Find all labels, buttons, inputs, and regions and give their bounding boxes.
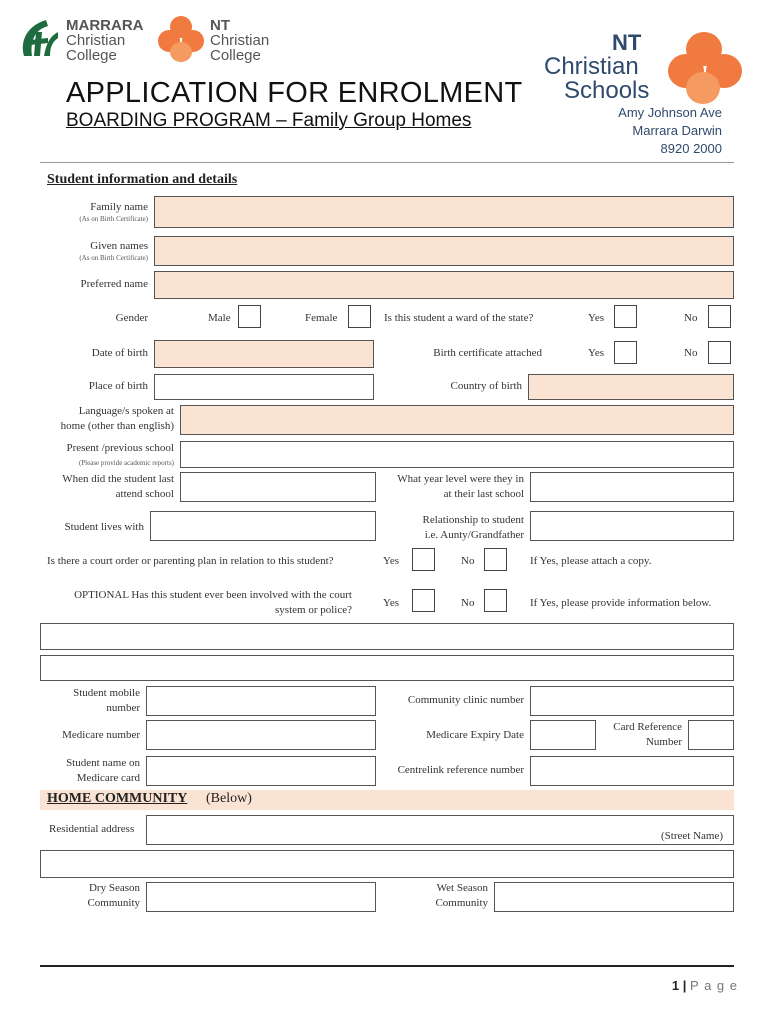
centrelink-label: Centrelink reference number	[397, 764, 524, 776]
dry-season-label-line1: Dry Season	[88, 882, 140, 894]
marrara-line1: MARRARA	[66, 17, 144, 34]
ntcs-line3: Schools	[564, 77, 650, 104]
language-label-line1: Language/s spoken at	[78, 405, 174, 417]
section-heading-home: HOME COMMUNITY	[47, 791, 188, 806]
marrara-line3: College	[66, 47, 117, 64]
medicare-name-label-line1: Student name on	[66, 757, 140, 769]
medicare-name-label-line2: Medicare card	[76, 772, 140, 784]
optional-no-label: No	[461, 597, 475, 609]
birth-cert-no-checkbox[interactable]	[708, 341, 731, 364]
ward-yes-label: Yes	[588, 312, 605, 324]
dry-season-input[interactable]	[146, 882, 376, 912]
language-input[interactable]	[180, 405, 734, 435]
ntcs-line1: NT	[612, 30, 642, 55]
male-checkbox[interactable]	[238, 305, 261, 328]
court-yes-label: Yes	[383, 555, 400, 567]
court-no-label: No	[461, 555, 475, 567]
year-level-label-line1: What year level were they in	[397, 473, 524, 485]
ntcc-line3: College	[210, 47, 261, 64]
optional-no-checkbox[interactable]	[484, 589, 507, 612]
nt-christian-college-logo	[158, 16, 288, 68]
relationship-label-line2: i.e. Aunty/Grandfather	[424, 529, 524, 541]
header-divider	[40, 162, 734, 163]
optional-yes-label: Yes	[383, 597, 400, 609]
given-names-note: (As on Birth Certificate)	[79, 254, 148, 262]
clinic-label: Community clinic number	[407, 694, 524, 706]
given-names-label: Given names	[90, 240, 148, 252]
optional-info-input-1[interactable]	[40, 623, 734, 650]
last-attend-input[interactable]	[180, 472, 376, 502]
page-subtitle: BOARDING PROGRAM – Family Group Homes	[66, 110, 472, 131]
flower-icon	[668, 32, 742, 104]
place-of-birth-input[interactable]	[154, 374, 374, 400]
optional-yes-checkbox[interactable]	[412, 589, 435, 612]
optional-info-note: If Yes, please provide information below.	[530, 597, 712, 609]
mobile-label-line1: Student mobile	[73, 687, 140, 699]
section-heading-home-suffix: (Below)	[206, 791, 252, 806]
year-level-input[interactable]	[530, 472, 734, 502]
street-name-note: (Street Name)	[661, 830, 723, 842]
school-address	[560, 104, 722, 158]
female-checkbox[interactable]	[348, 305, 371, 328]
wet-season-label-line2: Community	[435, 897, 488, 909]
centrelink-input[interactable]	[530, 756, 734, 786]
lives-with-label: Student lives with	[64, 521, 144, 533]
ntcc-line1: NT	[210, 17, 230, 34]
dob-input[interactable]	[154, 340, 374, 368]
last-attend-label-line2: attend school	[115, 488, 174, 500]
court-attach-note: If Yes, please attach a copy.	[530, 555, 652, 567]
male-label: Male	[208, 312, 231, 324]
page-title: APPLICATION FOR ENROLMENT	[66, 77, 523, 109]
country-of-birth-input[interactable]	[528, 374, 734, 400]
home-community-bar	[40, 790, 734, 810]
marrara-logo	[18, 16, 158, 66]
birth-cert-yes-checkbox[interactable]	[614, 341, 637, 364]
ward-no-checkbox[interactable]	[708, 305, 731, 328]
relationship-input[interactable]	[530, 511, 734, 541]
family-name-note: (As on Birth Certificate)	[79, 215, 148, 223]
medicare-expiry-input[interactable]	[530, 720, 596, 750]
court-yes-checkbox[interactable]	[412, 548, 435, 571]
medicare-expiry-label: Medicare Expiry Date	[426, 729, 524, 741]
residential-address-label: Residential address	[49, 823, 135, 835]
gender-label: Gender	[115, 312, 148, 324]
court-order-label: Is there a court order or parenting plan in relation to this student?	[47, 555, 334, 567]
birth-cert-yes-label: Yes	[588, 347, 605, 359]
residential-address-input-1[interactable]	[146, 815, 734, 845]
nt-christian-schools-logo	[540, 30, 750, 106]
language-label-line2: home (other than english)	[60, 420, 174, 432]
card-ref-label-line2: Number	[645, 736, 682, 748]
given-names-input[interactable]	[154, 236, 734, 266]
wet-season-label-line1: Wet Season	[436, 882, 488, 894]
mobile-input[interactable]	[146, 686, 376, 716]
dry-season-label-line2: Community	[87, 897, 140, 909]
marrara-line2: Christian	[66, 32, 126, 49]
family-name-label: Family name	[90, 201, 148, 213]
wet-season-input[interactable]	[494, 882, 734, 912]
medicare-name-input[interactable]	[146, 756, 376, 786]
country-of-birth-label: Country of birth	[450, 380, 522, 392]
clinic-input[interactable]	[530, 686, 734, 716]
card-ref-input[interactable]	[688, 720, 734, 750]
optional-info-input-2[interactable]	[40, 655, 734, 681]
marrara-emblem-icon	[18, 16, 60, 64]
last-attend-label-line1: When did the student last	[62, 473, 174, 485]
lives-with-input[interactable]	[150, 511, 376, 541]
school-label: Present /previous school	[66, 442, 174, 454]
address-line2: Marrara Darwin	[632, 123, 722, 138]
preferred-name-input[interactable]	[154, 271, 734, 299]
ntcs-line2: Christian	[544, 53, 639, 80]
preferred-name-label: Preferred name	[80, 278, 148, 290]
ntcc-line2: Christian	[210, 32, 270, 49]
school-note: (Please provide academic reports)	[78, 459, 174, 467]
card-ref-label-line1: Card Reference	[613, 721, 682, 733]
address-line1: Amy Johnson Ave	[618, 105, 722, 120]
address-line3: 8920 2000	[660, 141, 722, 156]
place-of-birth-label: Place of birth	[88, 380, 148, 392]
birth-cert-no-label: No	[684, 347, 698, 359]
mobile-label-line2: number	[106, 702, 140, 714]
birth-cert-label: Birth certificate attached	[433, 347, 542, 359]
medicare-label: Medicare number	[62, 729, 140, 741]
optional-label-line1: OPTIONAL Has this student ever been involved with the court	[74, 589, 352, 601]
footer-divider	[40, 965, 734, 967]
section-heading-student: Student information and details	[47, 172, 238, 187]
family-name-input[interactable]	[154, 196, 734, 228]
female-label: Female	[305, 312, 338, 324]
ward-yes-checkbox[interactable]	[614, 305, 637, 328]
relationship-label-line1: Relationship to student	[422, 514, 524, 526]
court-no-checkbox[interactable]	[484, 548, 507, 571]
page-number: 1	[671, 978, 680, 993]
school-input[interactable]	[180, 441, 734, 468]
optional-label-line2: system or police?	[275, 604, 352, 616]
medicare-input[interactable]	[146, 720, 376, 750]
year-level-label-line2: at their last school	[443, 488, 524, 500]
ward-no-label: No	[684, 312, 698, 324]
flower-icon	[158, 16, 204, 62]
page-label: P a g e	[690, 978, 738, 993]
page-footer: 1 | P a g e	[671, 978, 738, 993]
residential-address-input-2[interactable]	[40, 850, 734, 878]
dob-label: Date of birth	[91, 347, 148, 359]
ward-question-label: Is this student a ward of the state?	[384, 312, 534, 324]
